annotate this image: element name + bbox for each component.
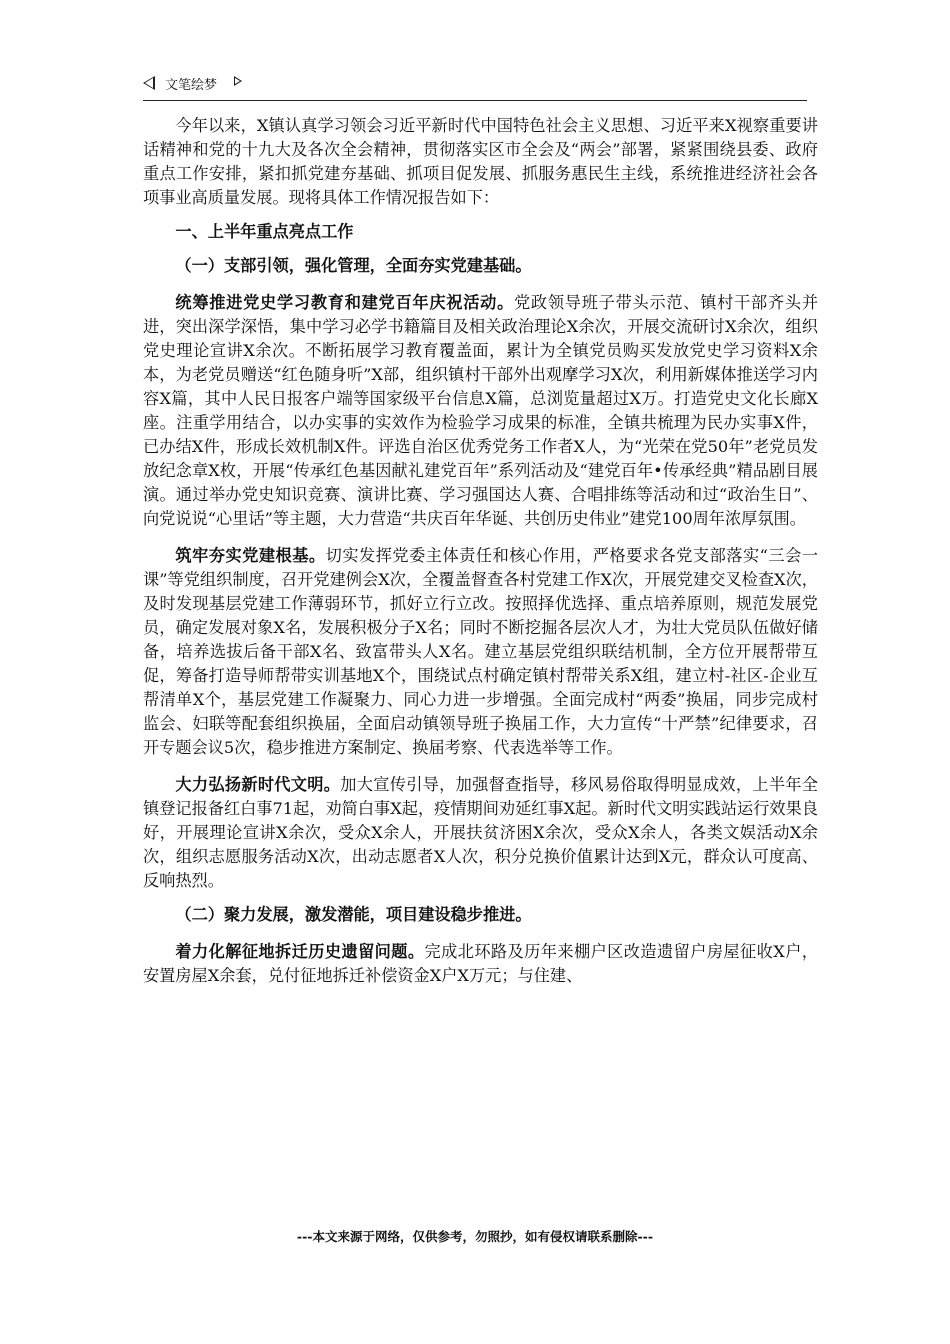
- paragraph-text: 完成北环路及历年来棚户区改造遗留户房屋征收X户，安置房屋X余套，兑付征地拆迁补偿资金X户X万元；与住建、: [143, 942, 818, 985]
- subsection-heading-2: （二）聚力发展，激发潜能，项目建设稳步推进。: [175, 905, 532, 924]
- triangle-right-icon: [234, 76, 242, 86]
- subsection-heading-1: （一）支部引领，强化管理，全面夯实党建基础。: [175, 256, 532, 275]
- page-footer-disclaimer: ---本文来源于网络，仅供参考，勿照抄，如有侵权请联系删除---: [296, 1229, 654, 1244]
- intro-paragraph: 今年以来，X镇认真学习领会习近平新时代中国特色社会主义思想、习近平来X视察重要讲话精神和党的十九大及各次全会精神，贯彻落实区市全会及“两会”部署，紧紧围绕县委、政府重点工作安排，紧扣抓党建夯基础、抓项目促发展、抓服务惠民生主线，系统推进经济社会各项事业高质量发展。现将具体工作情况报告如下：: [143, 116, 818, 207]
- paragraph-text: 党政领导班子带头示范、镇村干部齐头并进，突出深学深悟，集中学习必学书籍篇目及相关政治理论X余次，开展交流研讨X余次，组织党史理论宣讲X余次。不断拓展学习教育覆盖面，累计为全镇党员购买发放党史学习资料X余本，为老党员赠送“红色随身听”X部，组织镇村干部外出观摩学习X次，利用新媒体推送学习内容X篇，其中人民日报客户端等国家级平台信息X篇，总浏览量超过X万。打造党史文化长廊X座。注重学用结合，以办实事的实效作为检验学习成果的标准，全镇共梳理为民办实事X件，已办结X件，形成长效机制X件。评选自治区优秀党务工作者X人，为“光荣在党50年”老党员发放纪念章X枚，开展“传承红色基因献礼建党百年”系列活动及“建党百年•传承经典”精品剧目展演。通过举办党史知识竞赛、演讲比赛、学习强国达人赛、合唱排练等活动和过“政治生日”、向党说说“心里话”等主题，大力营造“共庆百年华诞、共创历史伟业”建党100周年浓厚氛围。: [143, 293, 819, 528]
- paragraph-lead: 着力化解征地拆迁历史遗留问题。: [175, 942, 425, 961]
- paragraph-lead: 大力弘扬新时代文明。: [175, 775, 341, 794]
- paragraph-civilization: [143, 773, 818, 893]
- section-heading: 一、上半年重点亮点工作: [175, 222, 354, 241]
- paragraph-text: 加大宣传引导，加强督查指导，移风易俗取得明显成效，上半年全镇登记报备红白事71起，劝简白事X起，疫情期间劝延红事X起。新时代文明实践站运行效果良好，开展理论宣讲X余次，受众X余人，开展扶贫济困X余次，受众X余人，各类文娱活动X余次，组织志愿服务活动X次，出动志愿者X人次，积分兑换价值累计达到X元，群众认可度高、反响热烈。: [143, 775, 819, 890]
- page-header: [143, 70, 807, 101]
- paragraph-party-history: [143, 291, 818, 531]
- triangle-left-icon: [143, 76, 155, 90]
- brand-label: 文笔绘梦: [165, 78, 218, 93]
- paragraph-lead: 筑牢夯实党建根基。: [175, 546, 326, 565]
- paragraph-text: 切实发挥党委主体责任和核心作用，严格要求各党支部落实“三会一课”等党组织制度，召开党建例会X次，全覆盖督查各村党建工作X次，开展党建交叉检查X次，及时发现基层党建工作薄弱环节，抓好立行立改。按照择优选择、重点培养原则，规范发展党员，确定发展对象X名，发展积极分子X名；同时不断挖掘各层次人才，为壮大党员队伍做好储备，培养选拔后备干部X名、致富带头人X名。建立基层党组织联结机制，全方位开展帮带互促，筹备打造导师帮带实训基地X个，围绕试点村确定镇村帮带关系X组，建立村-社区-企业互帮清单X个，基层党建工作凝聚力、同心力进一步增强。全面完成村“两委”换届，同步完成村监会、妇联等配套组织换届，全面启动镇领导班子换届工作，大力宣传“十严禁”纪律要求，召开专题会议5次，稳步推进方案制定、换届考察、代表选举等工作。: [143, 546, 819, 757]
- document-body: [143, 114, 818, 988]
- paragraph-land-requisition: [143, 940, 818, 988]
- paragraph-lead: 统筹推进党史学习教育和建党百年庆祝活动。: [175, 293, 514, 312]
- paragraph-party-foundation: [143, 544, 818, 760]
